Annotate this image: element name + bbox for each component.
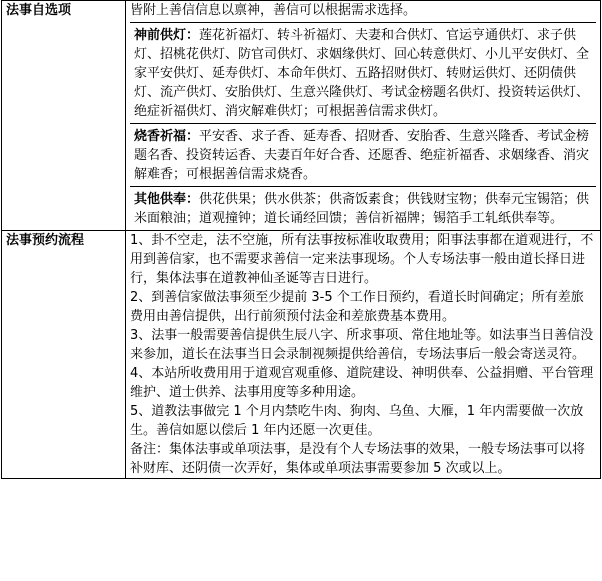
section-title: 烧香祈福： [134,129,200,144]
process-item: 1、卦不空走，法不空施，所有法事按标准收取费用；阳事法事都在道观进行，不用到善信家，也不需要求善信一定来法事现场。个人专场法事一般由道长择日进行，集体法事在道教神仙圣诞等吉日进行。 [130,233,594,286]
section-lamps [130,22,596,123]
optional-items-content [126,1,601,231]
section-title: 神前供灯： [134,28,200,43]
intro-text: 皆附上善信信息以禀神，善信可以根据需求选择。 [130,3,417,18]
table-row [2,1,601,231]
booking-process-content [126,231,601,479]
section-text: 莲花祈福灯、转斗祈福灯、夫妻和合供灯、官运亨通供灯、求子供灯、招桃花供灯、防官司供灯、求姻缘供灯、回心转意供灯、小儿平安供灯、全家平安供灯、延寿供灯、本命年供灯、五路招财供灯、转财运供灯、还阴债供灯、流产供灯、安胎供灯、生意兴隆供灯、考试金榜题名供灯、投资转运供灯、绝症祈福供灯、消灾解难供灯；可根据善信需求供灯。 [134,28,590,119]
section-incense [130,123,596,186]
section-text: 供花供果；供水供茶；供斋饭素食；供钱财宝物；供奉元宝锡箔；供米面粮油；道观撞钟；道长诵经回馈；善信祈福牌；锡箔手工轧纸供奉等。 [134,192,590,226]
process-item: 3、法事一般需要善信提供生辰八字、所求事项、常住地址等。如法事当日善信没来参加，道长在法事当日会录制视频提供给善信，专场法事后一般会寄送灵符。 [130,328,594,362]
table-row [2,231,601,479]
row-label-booking-process: 法事预约流程 [2,231,126,479]
process-item: 2、到善信家做法事须至少提前 3-5 个工作日预约，看道长时间确定；所有差旅费用由善信提供，出行前须预付法金和差旅费基本费用。 [130,290,584,324]
process-note: 备注：集体法事或单项法事，是没有个人专场法事的效果，一般专场法事可以将补财库、还阴债一次弄好，集体或单项法事需要参加 5 次或以上。 [130,442,586,476]
section-title: 其他供奉： [134,192,200,207]
process-item: 4、本站所收费用用于道观宫观重修、道院建设、神明供奉、公益捐赠、平台管理维护、道士供养、法事用度等多种用途。 [130,366,594,400]
section-text: 平安香、求子香、延寿香、招财香、安胎香、生意兴隆香、考试金榜题名香、投资转运香、夫妻百年好合香、还愿香、绝症祈福香、求姻缘香、消灾解难香；可根据善信需求烧香。 [134,129,590,182]
section-offerings [130,186,596,230]
process-item: 5、道教法事做完 1 个月内禁吃牛肉、狗肉、乌鱼、大雁，1 年内需要做一次放生。善信如愿以偿后 1 年内还愿一次更佳。 [130,404,584,438]
row-label-optional-items: 法事自选项 [2,1,126,231]
ritual-info-table [1,0,601,479]
